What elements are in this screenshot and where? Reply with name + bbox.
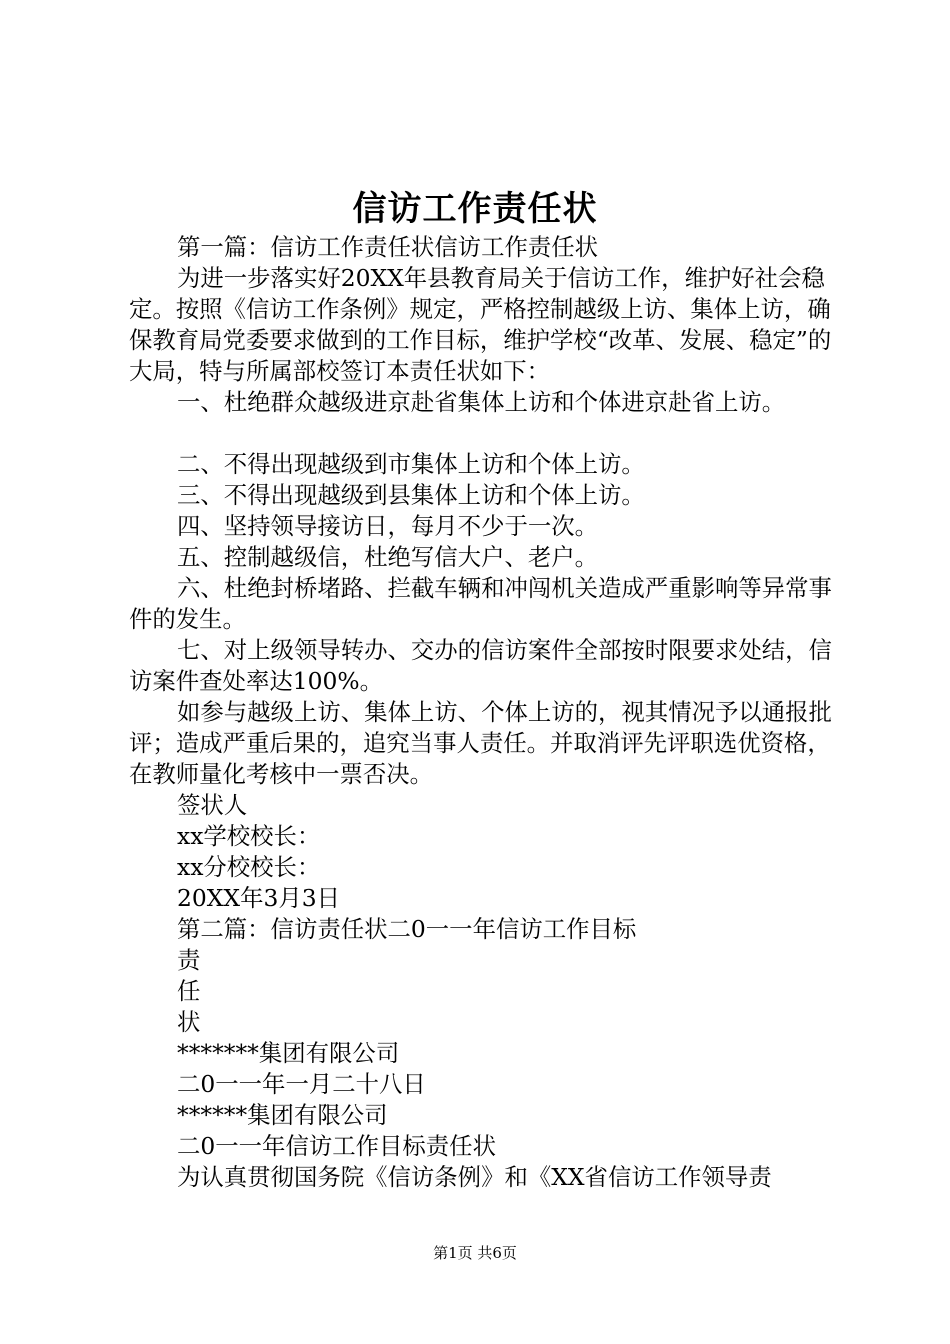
company-name: ******集团有限公司 [177,1101,388,1129]
paragraph: 三、不得出现越级到县集体上访和个体上访。 [177,481,645,509]
paragraph: 五、控制越级信，杜绝写信大户、老户。 [177,543,599,571]
paragraph: 为进一步落实好20XX年县教育局关于信访工作，维护好社会稳定。按照《信访工作条例》规定，严格控制越级上访、集体上访，确保教育局党委要求做到的工作目标，维护学校“改革、发展、稳定”的大局，特与所属部校签订本责任状如下： [129,264,832,385]
signer-label: 签状人 [177,791,248,819]
paragraph: 四、坚持领导接访日，每月不少于一次。 [177,512,599,540]
paragraph: 为认真贯彻国务院《信访条例》和《XX省信访工作领导责 [177,1163,772,1191]
paragraph: 六、杜绝封桥堵路、拦截车辆和冲闯机关造成严重影响等异常事件的发生。 [129,574,832,633]
paragraph: 任 [177,977,201,1005]
section-heading: 第二篇：信访责任状二0一一年信访工作目标 [177,915,637,943]
signer-branch-principal: xx分校校长： [177,853,321,881]
paragraph: 状 [177,1008,201,1036]
page-footer: 第1页 共6页 [433,1244,517,1262]
blank-line [129,418,841,449]
document-body [129,232,841,1193]
paragraph: 一、杜绝群众越级进京赴省集体上访和个体进京赴省上访。 [177,388,786,416]
paragraph: 第一篇：信访工作责任状信访工作责任状 [177,233,599,261]
section-title: 二0一一年信访工作目标责任状 [177,1132,496,1160]
paragraph: 责 [177,946,201,974]
company-name: *******集团有限公司 [177,1039,400,1067]
paragraph: 七、对上级领导转办、交办的信访案件全部按时限要求处结，信访案件查处率达100%。 [129,636,832,695]
paragraph: 二、不得出现越级到市集体上访和个体上访。 [177,450,645,478]
signer-principal: xx学校校长： [177,822,321,850]
sign-date: 20XX年3月3日 [177,884,341,912]
date-line: 二0一一年一月二十八日 [177,1070,426,1098]
paragraph: 如参与越级上访、集体上访、个体上访的，视其情况予以通报批评；造成严重后果的，追究当事人责任。并取消评先评职选优资格，在教师量化考核中一票否决。 [129,698,832,788]
document-title: 信访工作责任状 [352,189,598,229]
